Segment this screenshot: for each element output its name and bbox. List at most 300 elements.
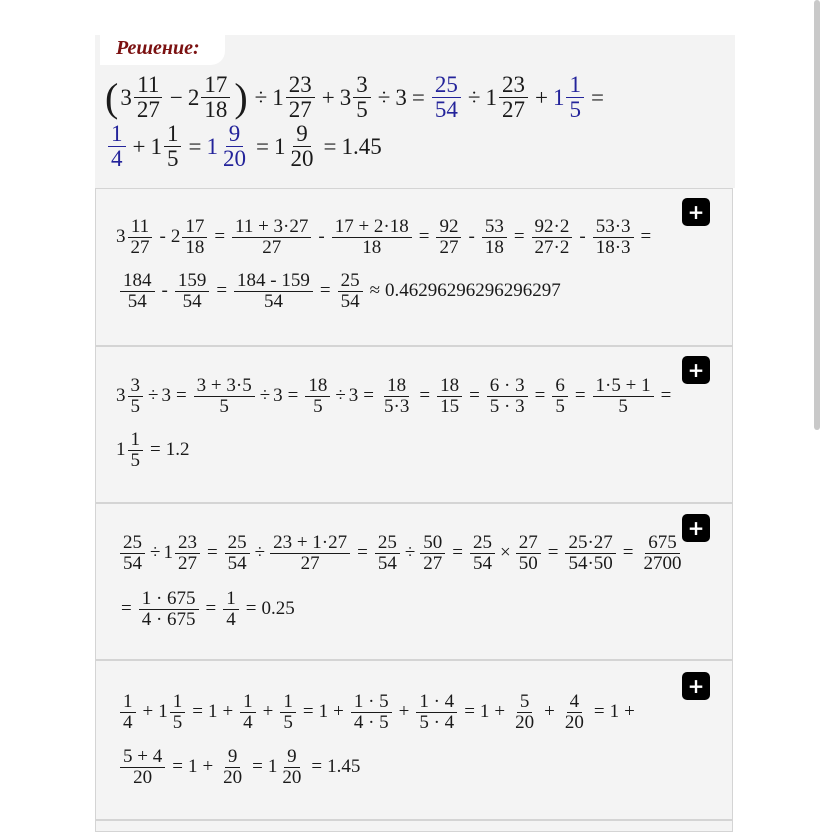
operator: − xyxy=(169,84,183,110)
fraction xyxy=(173,271,212,312)
number: 3 xyxy=(273,385,283,407)
operator: ÷ xyxy=(148,385,159,407)
solution-heading xyxy=(100,35,225,65)
operator: = xyxy=(590,84,604,110)
fraction xyxy=(118,533,147,574)
denominator: 18 xyxy=(185,236,205,258)
mixed-number xyxy=(188,73,233,122)
fraction-body xyxy=(562,692,587,733)
fraction-body xyxy=(287,122,316,171)
fraction-body xyxy=(416,692,457,733)
operator: = xyxy=(319,280,331,302)
fraction xyxy=(223,533,252,574)
operator: = xyxy=(216,280,228,302)
fraction xyxy=(373,533,402,574)
fraction-body xyxy=(305,376,330,417)
numerator: 18 xyxy=(305,376,330,397)
fraction-body xyxy=(220,747,245,788)
expression-line-1 xyxy=(103,73,609,122)
mixed-number xyxy=(340,73,373,122)
numerator: 53 xyxy=(482,217,507,238)
fraction-body xyxy=(332,217,412,258)
denominator: 27 xyxy=(262,236,282,258)
number: 1 xyxy=(609,701,620,723)
denominator: 27 xyxy=(288,97,312,123)
operator: = xyxy=(252,756,263,778)
fraction-body xyxy=(120,692,136,733)
operator: - xyxy=(468,226,475,248)
operator: + xyxy=(202,756,214,778)
operator: + xyxy=(494,701,506,723)
numerator: 9 xyxy=(293,122,311,147)
step-box-5 xyxy=(95,820,733,832)
numerator: 159 xyxy=(175,271,210,292)
fraction-body xyxy=(512,692,537,733)
operator: = xyxy=(205,598,217,620)
denominator: 5 xyxy=(618,395,628,417)
denominator: 4 · 5 xyxy=(353,711,389,733)
numerator: 1 xyxy=(280,692,296,713)
fraction xyxy=(414,692,459,733)
numerator: 25 xyxy=(432,73,461,98)
denominator: 27 xyxy=(136,97,160,123)
mixed-number xyxy=(158,692,187,733)
operator: ÷ xyxy=(150,542,161,564)
numerator: 3 xyxy=(128,376,144,397)
numerator: 53·3 xyxy=(593,217,634,238)
denominator: 5 · 3 xyxy=(489,395,525,417)
fraction-body xyxy=(270,533,350,574)
numerator: 1 xyxy=(170,692,186,713)
mixed-number xyxy=(485,73,530,122)
fraction xyxy=(530,217,575,258)
operator: + xyxy=(132,133,146,159)
numerator: 1 · 4 xyxy=(416,692,457,713)
operator: = xyxy=(206,542,218,564)
denominator: 18 xyxy=(484,236,504,258)
denominator: 27 xyxy=(423,552,443,574)
denominator: 18·3 xyxy=(595,236,631,258)
mixed-number xyxy=(116,430,145,471)
operator: = xyxy=(175,385,187,407)
step-1-line-2 xyxy=(118,271,561,312)
mixed-number xyxy=(171,217,210,258)
operator: + xyxy=(534,84,548,110)
numerator: 25·27 xyxy=(565,533,615,554)
operator: = xyxy=(323,133,337,159)
operator: = xyxy=(214,226,226,248)
fraction-body xyxy=(280,692,296,733)
numerator: 92 xyxy=(436,217,461,238)
denominator: 50 xyxy=(518,552,538,574)
fraction xyxy=(336,271,365,312)
mixed-number xyxy=(116,217,155,258)
numerator: 9 xyxy=(284,747,300,768)
operator: = xyxy=(513,226,525,248)
denominator: 5 xyxy=(219,395,229,417)
operator: + xyxy=(333,701,344,723)
denominator: 5 xyxy=(172,711,183,733)
denominator: 27 xyxy=(177,552,197,574)
whole-part: 1 xyxy=(552,84,565,110)
whole-part: 1 xyxy=(158,701,168,723)
mixed-number xyxy=(120,73,165,122)
denominator: 5 xyxy=(166,146,179,172)
operator: = xyxy=(452,542,464,564)
whole-part: 1 xyxy=(206,133,218,159)
fraction-body xyxy=(375,533,400,574)
step-2-line-1 xyxy=(116,376,676,417)
fraction-body xyxy=(532,217,573,258)
fraction xyxy=(430,73,463,122)
numerator: 92·2 xyxy=(532,217,573,238)
numerator: 3 + 3·5 xyxy=(194,376,255,397)
fraction-body xyxy=(437,376,462,417)
number: 3 xyxy=(395,84,407,110)
fraction xyxy=(514,533,543,574)
step-3-line-1 xyxy=(118,533,687,574)
step-box-2 xyxy=(95,346,733,503)
numerator: 184 - 159 xyxy=(234,271,313,292)
denominator: 54 xyxy=(263,290,283,312)
numerator: 4 xyxy=(567,692,583,713)
number: 3 xyxy=(161,385,171,407)
numerator: 3 xyxy=(353,73,371,98)
denominator: 20 xyxy=(515,711,535,733)
operator: - xyxy=(318,226,325,248)
fraction-body xyxy=(381,376,412,417)
operator: = xyxy=(311,756,323,778)
operator: × xyxy=(500,542,511,564)
operator: = xyxy=(469,385,480,407)
numerator: 6 · 3 xyxy=(487,376,528,397)
number: 1 xyxy=(207,701,218,723)
numerator: 25 xyxy=(120,533,145,554)
fraction xyxy=(192,376,257,417)
numerator: 17 + 2·18 xyxy=(332,217,412,238)
numerator: 184 xyxy=(120,271,155,292)
denominator: 54 xyxy=(123,552,142,574)
step-2-line-2 xyxy=(116,430,189,471)
fraction xyxy=(238,692,258,733)
fraction-body xyxy=(225,533,250,574)
denominator: 4 xyxy=(111,146,123,172)
fraction xyxy=(221,589,241,630)
fraction xyxy=(468,533,497,574)
number: 1 xyxy=(318,701,329,723)
operator: ÷ xyxy=(335,385,346,407)
denominator: 20 xyxy=(133,766,153,788)
step-4-line-1 xyxy=(118,692,640,733)
operator: - xyxy=(159,226,166,248)
operator: = xyxy=(255,133,269,159)
operator: = xyxy=(640,226,652,248)
fraction xyxy=(118,692,138,733)
fraction xyxy=(485,376,530,417)
mixed-number xyxy=(274,122,319,171)
fraction-body xyxy=(128,217,153,258)
whole-part: 3 xyxy=(116,385,126,407)
operator: = xyxy=(418,226,430,248)
fraction-body xyxy=(232,217,311,258)
operator: = xyxy=(357,542,368,564)
number: 1.45 xyxy=(341,133,382,159)
number: 0.25 xyxy=(261,598,295,620)
fraction xyxy=(232,271,315,312)
mixed-number xyxy=(206,122,251,171)
operator: - xyxy=(579,226,586,248)
fraction xyxy=(268,533,352,574)
numerator: 50 xyxy=(420,533,445,554)
operator: = xyxy=(287,385,299,407)
operator: + xyxy=(142,701,154,723)
numerator: 11 xyxy=(134,73,162,98)
denominator: 54 xyxy=(434,97,458,123)
whole-part: 1 xyxy=(485,84,497,110)
numerator: 5 xyxy=(517,692,533,713)
numerator: 1 xyxy=(120,692,136,713)
mixed-number xyxy=(150,122,183,171)
operator: ÷ xyxy=(259,385,271,407)
fraction-body xyxy=(234,271,313,312)
fraction-body xyxy=(338,271,363,312)
denominator: 54·50 xyxy=(568,552,613,574)
denominator: 5 · 4 xyxy=(419,711,455,733)
fraction xyxy=(418,533,447,574)
fraction-body xyxy=(108,122,126,171)
denominator: 27 xyxy=(439,236,459,258)
fraction-body xyxy=(182,217,207,258)
step-3-line-2 xyxy=(116,589,295,630)
fraction xyxy=(591,217,636,258)
fraction-body xyxy=(128,430,144,471)
fraction-body xyxy=(170,692,186,733)
operator: - xyxy=(161,280,168,302)
number: 1.2 xyxy=(165,439,190,461)
fraction-body xyxy=(552,376,568,417)
operator: ÷ xyxy=(254,84,268,110)
fraction-body xyxy=(286,73,315,122)
whole-part: 1 xyxy=(267,756,278,778)
denominator: 20 xyxy=(282,766,302,788)
fraction xyxy=(434,217,463,258)
fraction xyxy=(330,217,414,258)
fraction-body xyxy=(470,533,495,574)
number: 0.46296296296296297 xyxy=(385,280,561,302)
step-box-4 xyxy=(95,660,733,820)
denominator: 20 xyxy=(222,146,246,172)
fraction-body xyxy=(164,122,182,171)
numerator: 675 xyxy=(645,533,680,554)
fraction xyxy=(230,217,313,258)
operator: = xyxy=(363,385,375,407)
operator: = xyxy=(121,598,132,620)
numerator: 23 + 1·27 xyxy=(270,533,350,554)
fraction xyxy=(591,376,656,417)
numerator: 18 xyxy=(384,376,409,397)
numerator: 1 xyxy=(164,122,182,147)
scrollbar[interactable] xyxy=(814,0,820,430)
fraction-body xyxy=(194,376,255,417)
fraction-body xyxy=(120,747,165,788)
denominator: 4 xyxy=(243,711,253,733)
fraction xyxy=(303,376,332,417)
number: 1 xyxy=(479,701,490,723)
fraction xyxy=(137,589,201,630)
numerator: 25 xyxy=(375,533,400,554)
denominator: 5 xyxy=(130,449,140,471)
fraction-body xyxy=(487,376,528,417)
expand-step-2-button[interactable]: + xyxy=(682,356,710,384)
fraction xyxy=(349,692,394,733)
denominator: 27 xyxy=(130,236,150,258)
operator: = xyxy=(302,701,314,723)
expand-step-4-button[interactable]: + xyxy=(682,672,710,700)
fraction-body xyxy=(566,73,584,122)
denominator: 54 xyxy=(473,552,493,574)
numerator: 11 + 3·27 xyxy=(232,217,311,238)
fraction-body xyxy=(565,533,615,574)
fraction xyxy=(118,747,167,788)
denominator: 20 xyxy=(223,766,243,788)
whole-part: 3 xyxy=(116,226,126,248)
fraction xyxy=(118,271,157,312)
fraction xyxy=(435,376,464,417)
step-box-3 xyxy=(95,503,733,660)
expand-step-3-button[interactable]: + xyxy=(682,514,710,542)
whole-part: 2 xyxy=(170,226,181,248)
fraction xyxy=(379,376,414,417)
operator: + xyxy=(222,701,234,723)
denominator: 5 xyxy=(283,711,293,733)
numerator: 1·5 + 1 xyxy=(593,376,654,397)
numerator: 18 xyxy=(437,376,462,397)
denominator: 54 xyxy=(340,290,360,312)
denominator: 4 xyxy=(226,608,236,630)
numerator: 1 xyxy=(128,430,144,451)
parenthesis: ) xyxy=(234,74,248,120)
mixed-number xyxy=(163,533,202,574)
operator: ÷ xyxy=(404,542,416,564)
numerator: 1 xyxy=(223,589,239,610)
fraction-body xyxy=(593,376,654,417)
numerator: 5 + 4 xyxy=(120,747,165,768)
numerator: 1 xyxy=(240,692,256,713)
numerator: 1 xyxy=(108,122,126,147)
fraction xyxy=(550,376,570,417)
denominator: 5 xyxy=(313,395,323,417)
denominator: 54 xyxy=(227,552,247,574)
whole-part: 1 xyxy=(272,84,284,110)
fraction-body xyxy=(641,533,685,574)
whole-part: 3 xyxy=(339,84,352,110)
numerator: 23 xyxy=(499,73,528,98)
fraction-body xyxy=(279,747,304,788)
operator: + xyxy=(544,701,555,723)
denominator: 20 xyxy=(290,146,314,172)
operator: + xyxy=(398,701,410,723)
operator: = xyxy=(188,133,202,159)
step-box-1 xyxy=(95,188,733,346)
denominator: 5·3 xyxy=(384,395,410,417)
fraction xyxy=(639,533,687,574)
operator: ÷ xyxy=(254,542,266,564)
operator: ÷ xyxy=(377,84,391,110)
denominator: 5 xyxy=(130,395,140,417)
denominator: 54 xyxy=(377,552,397,574)
mixed-number xyxy=(268,747,307,788)
fraction-body xyxy=(120,271,155,312)
fraction-body xyxy=(139,589,199,630)
denominator: 27·2 xyxy=(534,236,570,258)
numerator: 9 xyxy=(226,122,244,147)
operator: = xyxy=(150,439,161,461)
denominator: 2700 xyxy=(643,552,682,574)
number: 3 xyxy=(348,385,359,407)
operator: = xyxy=(411,84,425,110)
operator: = xyxy=(245,598,257,620)
denominator: 5 xyxy=(569,97,581,123)
numerator: 1 xyxy=(566,73,584,98)
fraction-body xyxy=(593,217,634,258)
fraction-body xyxy=(482,217,507,258)
numerator: 25 xyxy=(470,533,495,554)
numerator: 17 xyxy=(201,73,230,98)
whole-part: 1 xyxy=(116,439,126,461)
denominator: 27 xyxy=(501,97,525,123)
numerator: 23 xyxy=(175,533,200,554)
fraction xyxy=(480,217,509,258)
fraction xyxy=(563,533,617,574)
operator: = xyxy=(547,542,559,564)
denominator: 54 xyxy=(182,290,202,312)
mixed-number xyxy=(116,376,145,417)
fraction-body xyxy=(128,376,144,417)
operator: = xyxy=(192,701,203,723)
operator: = xyxy=(593,701,605,723)
fraction xyxy=(278,692,298,733)
numerator: 17 xyxy=(182,217,207,238)
operator: ÷ xyxy=(467,84,481,110)
step-1-line-1 xyxy=(116,217,656,258)
fraction-body xyxy=(499,73,528,122)
operator: = xyxy=(534,385,546,407)
denominator: 18 xyxy=(204,97,228,123)
parenthesis: ( xyxy=(105,74,119,120)
fraction-body xyxy=(120,533,145,574)
whole-part: 1 xyxy=(163,542,173,564)
mixed-number xyxy=(553,73,586,122)
fraction xyxy=(218,747,247,788)
denominator: 54 xyxy=(127,290,147,312)
numerator: 9 xyxy=(225,747,241,768)
expand-step-1-button[interactable]: + xyxy=(682,198,710,226)
fraction-body xyxy=(432,73,461,122)
denominator: 4 xyxy=(123,711,133,733)
operator: = xyxy=(622,542,634,564)
whole-part: 1 xyxy=(273,133,286,159)
fraction-body xyxy=(240,692,256,733)
operator: = xyxy=(464,701,475,723)
fraction xyxy=(106,122,128,171)
fraction-body xyxy=(134,73,163,122)
solution-heading-label: Решение: xyxy=(116,37,200,59)
fraction-body xyxy=(516,533,541,574)
number: 1.45 xyxy=(327,756,361,778)
denominator: 18 xyxy=(362,236,382,258)
numerator: 23 xyxy=(286,73,315,98)
numerator: 1 · 5 xyxy=(351,692,392,713)
